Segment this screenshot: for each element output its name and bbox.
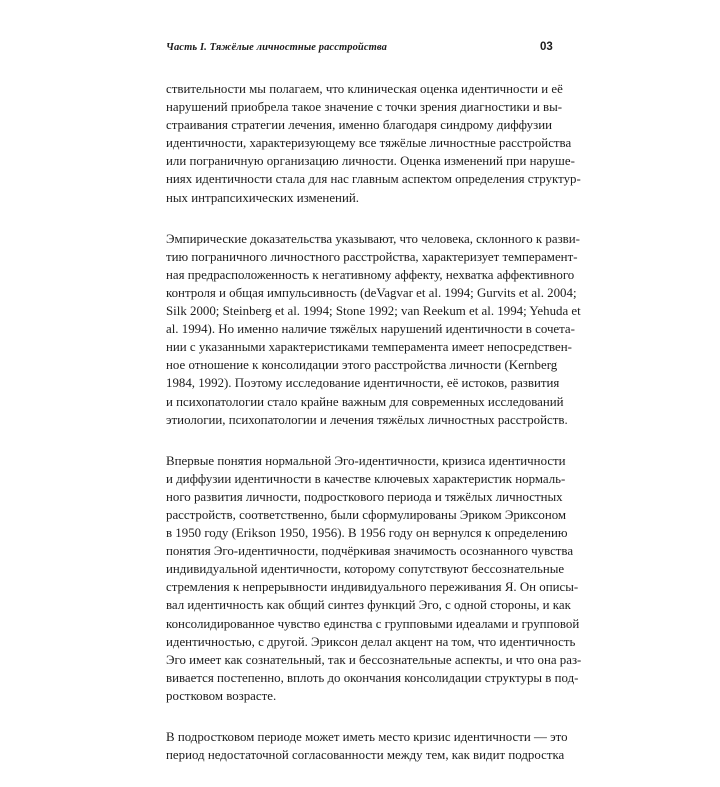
text-line: В подростковом периоде может иметь место кризис идентичности — это (166, 730, 568, 744)
paragraph-4 (166, 728, 568, 764)
text-line: или пограничную организацию личности. Оценка изменений при наруше- (166, 154, 575, 169)
paragraph-1 (166, 80, 581, 207)
text-line: идентичности, характеризующему все тяжёлые личностные расстройства (166, 136, 572, 151)
text-line: нарушений приобрела такое значение с точки зрения диагностики и вы- (166, 100, 563, 115)
text-line: ное отношение к консолидации этого расстройства личности (Kernberg (166, 358, 558, 373)
running-head: Часть I. Тяжёлые личностные расстройства (166, 42, 387, 53)
text-line: расстройств, соответственно, были сформулированы Эриком Эриксоном (166, 507, 567, 522)
text-line: нии с указанными характеристиками темперамента имеет непосредствен- (166, 340, 572, 355)
paragraph-2 (166, 230, 581, 429)
text-line: стремления к непрерывности индивидуального переживания Я. Он описы- (166, 580, 579, 595)
text-line: в 1950 году (Erikson 1950, 1956). В 1956 году он вернулся к определению (166, 526, 568, 541)
text-line: ниях идентичности стала для нас главным аспектом определения структур- (166, 172, 581, 187)
text-line: вивается постепенно, вплоть до окончания консолидации структуры в под- (166, 670, 579, 685)
text-line: al. 1994). Но именно наличие тяжёлых нарушений идентичности в сочета- (166, 322, 575, 337)
text-line: 1984, 1992). Поэтому исследование идентичности, её истоков, развития (166, 376, 560, 391)
text-line: Впервые понятия нормальной Эго-идентичности, кризиса идентичности (166, 453, 566, 468)
text-line: страивания стратегии лечения, именно благодаря синдрому диффузии (166, 118, 552, 133)
text-line: вал идентичность как общий синтез функций Эго, с одной стороны, и как (166, 598, 571, 613)
text-line: понятия Эго-идентичности, подчёркивая значимость осознанного чувства (166, 544, 574, 559)
text-line: ростковом возрасте. (166, 688, 277, 703)
text-line: Эмпирические доказательства указывают, что человека, склонного к разви- (166, 231, 580, 246)
text-line: консолидированное чувство единства с групповыми идеалами и групповой (166, 616, 580, 631)
text-line: тию пограничного личностного расстройства, характеризует темперамент- (166, 249, 578, 264)
text-line: идентичностью, с другой. Эриксон делал акцент на том, что идентичность (166, 634, 576, 649)
text-line: ного развития личности, подросткового периода и тяжёлых личностных (166, 489, 563, 504)
text-line: контроля и общая импульсивность (deVagvar et al. 1994; Gurvits et al. 2004; (166, 285, 577, 300)
text-line: индивидуальной идентичности, которому сопутствуют бессознательные (166, 562, 565, 577)
text-line: Silk 2000; Steinberg et al. 1994; Stone 1992; van Reekum et al. 1994; Yehuda et (166, 304, 581, 319)
text-line: ных интрапсихических изменений. (166, 190, 359, 205)
text-line: период недостаточной согласованности между тем, как видит подростка (166, 748, 565, 763)
text-line: и психопатологии стало крайне важным для современных исследований (166, 394, 564, 409)
text-line: ная предрасположенность к негативному аффекту, нехватка аффективного (166, 267, 575, 282)
text-line: этиологии, психопатологии и лечения тяжёлых личностных расстройств. (166, 412, 568, 427)
paragraph-3 (166, 452, 582, 705)
text-line: Эго имеет как сознательный, так и бессознательные аспекты, и что она раз- (166, 652, 582, 667)
text-line: и диффузии идентичности в качестве ключевых характеристик нормаль- (166, 471, 566, 486)
text-line: ствительности мы полагаем, что клиническая оценка идентичности и её (166, 82, 563, 96)
page-number: 03 (540, 41, 553, 53)
body-text (166, 80, 582, 787)
